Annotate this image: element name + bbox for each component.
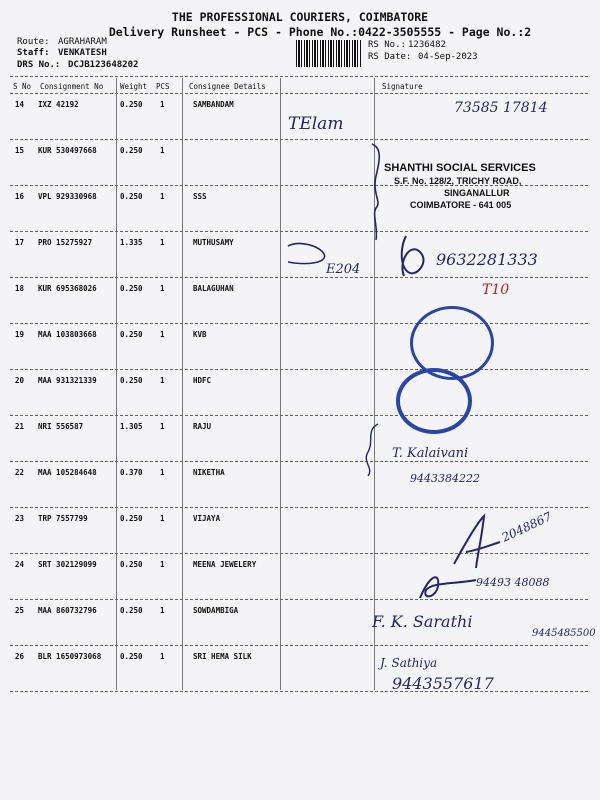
row-consignment: MAA 103803668 <box>38 330 97 339</box>
row-weight: 1.305 <box>120 422 143 431</box>
row-consignee: HDFC <box>193 376 212 385</box>
row-sno: 25 <box>15 606 25 615</box>
handwritten-brace-21 <box>360 420 390 480</box>
row-pcs: 1 <box>160 468 165 477</box>
row-weight: 0.250 <box>120 330 143 339</box>
row-pcs: 1 <box>160 376 165 385</box>
row-consignment: SRT 302129099 <box>38 560 97 569</box>
row-consignee: SRI HEMA SILK <box>193 652 252 661</box>
row-pcs: 1 <box>160 284 165 293</box>
barcode <box>296 40 362 67</box>
route-label: Route: <box>17 37 50 47</box>
row-separator <box>10 599 588 600</box>
rs-date-label: RS Date: <box>368 52 412 62</box>
stamp-shanthi-line3: SINGANALLUR <box>444 188 510 198</box>
row-sno: 22 <box>15 468 25 477</box>
row-consignment: IXZ 42192 <box>38 100 79 109</box>
row-weight: 0.250 <box>120 606 143 615</box>
handwritten-phone-25: 9445485500 <box>532 628 596 639</box>
row-pcs: 1 <box>160 422 165 431</box>
row-sno: 21 <box>15 422 25 431</box>
row-sno: 17 <box>15 238 25 247</box>
route-value: AGRAHARAM <box>58 37 107 47</box>
row-separator <box>10 369 588 370</box>
row-consignee: RAJU <box>193 422 212 431</box>
row-weight: 0.250 <box>120 560 143 569</box>
col-consignee: Consignee Details <box>189 82 266 91</box>
row-pcs: 1 <box>160 100 165 109</box>
row-weight: 0.250 <box>120 376 143 385</box>
row-sno: 19 <box>15 330 25 339</box>
row-sno: 14 <box>15 100 25 109</box>
handwritten-sign-22: T. Kalaivani <box>392 446 469 461</box>
row-consignment: MAA 860732796 <box>38 606 97 615</box>
stamp-shanthi-line4: COIMBATORE - 641 005 <box>410 200 512 210</box>
handwritten-phone-22: 9443384222 <box>410 472 480 485</box>
stamp-shanthi-line2: S.F. No. 128/2, TRICHY ROAD, <box>394 176 522 186</box>
row-pcs: 1 <box>160 652 165 661</box>
runsheet-subtitle: Delivery Runsheet - PCS - Phone No.:0422-3505555 - Page No.:2 <box>108 25 532 39</box>
row-sno: 15 <box>15 146 25 155</box>
row-separator <box>10 323 588 324</box>
stamp-shanthi-line1: SHANTHI SOCIAL SERVICES <box>384 162 536 174</box>
drs-label: DRS No.: <box>17 60 61 70</box>
row-consignee: BALAGUHAN <box>193 284 234 293</box>
row-pcs: 1 <box>160 146 165 155</box>
handwritten-sign-25: F. K. Sarathi <box>372 612 473 631</box>
row-consignment: KUR 530497668 <box>38 146 97 155</box>
table-header-line <box>10 93 588 94</box>
drs-value: DCJB123648202 <box>68 60 139 70</box>
row-weight: 0.250 <box>120 514 143 523</box>
rs-no-label: RS No.: <box>368 40 406 50</box>
row-separator <box>10 415 588 416</box>
staff-label: Staff: <box>17 48 50 58</box>
bank-seal-hdfc <box>396 368 472 434</box>
row-pcs: 1 <box>160 330 165 339</box>
row-separator <box>10 691 588 692</box>
row-weight: 0.250 <box>120 146 143 155</box>
row-consignee: VIJAYA <box>193 514 221 523</box>
handwritten-note-17: E204 <box>326 262 361 277</box>
row-weight: 0.250 <box>120 284 143 293</box>
row-weight: 1.335 <box>120 238 143 247</box>
row-consignee: SSS <box>193 192 207 201</box>
row-consignment: NRI 556587 <box>38 422 84 431</box>
handwritten-phone-24: 94493 48088 <box>476 576 550 589</box>
handwritten-sign-17 <box>396 232 436 282</box>
row-pcs: 1 <box>160 238 165 247</box>
handwritten-phone-17: 9632281333 <box>436 250 538 269</box>
row-sno: 26 <box>15 652 25 661</box>
handwritten-note-18: T10 <box>482 282 510 298</box>
company-title: THE PROFESSIONAL COURIERS, COIMBATORE <box>171 10 429 24</box>
row-consignment: MAA 105284648 <box>38 468 97 477</box>
row-weight: 0.250 <box>120 652 143 661</box>
rs-date-value: 04-Sep-2023 <box>418 52 478 62</box>
row-sno: 18 <box>15 284 25 293</box>
row-separator <box>10 645 588 646</box>
row-weight: 0.370 <box>120 468 143 477</box>
handwritten-sign-26: J. Sathiya <box>380 656 438 670</box>
col-consignment: Consignment No <box>40 82 104 91</box>
table-top-line <box>10 76 588 77</box>
handwritten-sign-14: TElam <box>288 114 344 134</box>
row-sno: 24 <box>15 560 25 569</box>
handwritten-phone-23: 2048867 <box>499 509 554 545</box>
col-sno: S No <box>13 82 32 91</box>
handwritten-phone-26: 9443557617 <box>392 674 494 693</box>
row-pcs: 1 <box>160 192 165 201</box>
handwritten-sign-24 <box>416 568 480 604</box>
row-consignment: MAA 931321339 <box>38 376 97 385</box>
col-pcs: PCS <box>156 82 170 91</box>
rs-no-value: 1236482 <box>408 40 446 50</box>
handwritten-sign-23 <box>448 512 508 572</box>
handwritten-strokes <box>280 136 390 306</box>
row-consignment: TRP 7557799 <box>38 514 88 523</box>
row-weight: 0.250 <box>120 192 143 201</box>
row-consignment: PRO 15275927 <box>38 238 93 247</box>
row-consignee: MEENA JEWELERY <box>193 560 257 569</box>
staff-value: VENKATESH <box>58 48 107 58</box>
row-pcs: 1 <box>160 560 165 569</box>
row-consignee: KVB <box>193 330 207 339</box>
col-weight: Weight <box>120 82 148 91</box>
row-pcs: 1 <box>160 606 165 615</box>
row-separator <box>10 461 588 462</box>
row-consignment: VPL 929330968 <box>38 192 97 201</box>
row-consignee: MUTHUSAMY <box>193 238 234 247</box>
row-consignee: NIKETHA <box>193 468 225 477</box>
col-signature: Signature <box>382 82 423 91</box>
row-consignment: KUR 695368026 <box>38 284 97 293</box>
row-pcs: 1 <box>160 514 165 523</box>
row-sno: 20 <box>15 376 25 385</box>
row-sno: 16 <box>15 192 25 201</box>
row-sno: 23 <box>15 514 25 523</box>
row-separator <box>10 507 588 508</box>
handwritten-phone-14: 73585 17814 <box>454 100 548 116</box>
row-weight: 0.250 <box>120 100 143 109</box>
row-consignment: BLR 1650973068 <box>38 652 102 661</box>
row-consignee: SOWDAMBIGA <box>193 606 239 615</box>
row-consignee: SAMBANDAM <box>193 100 234 109</box>
